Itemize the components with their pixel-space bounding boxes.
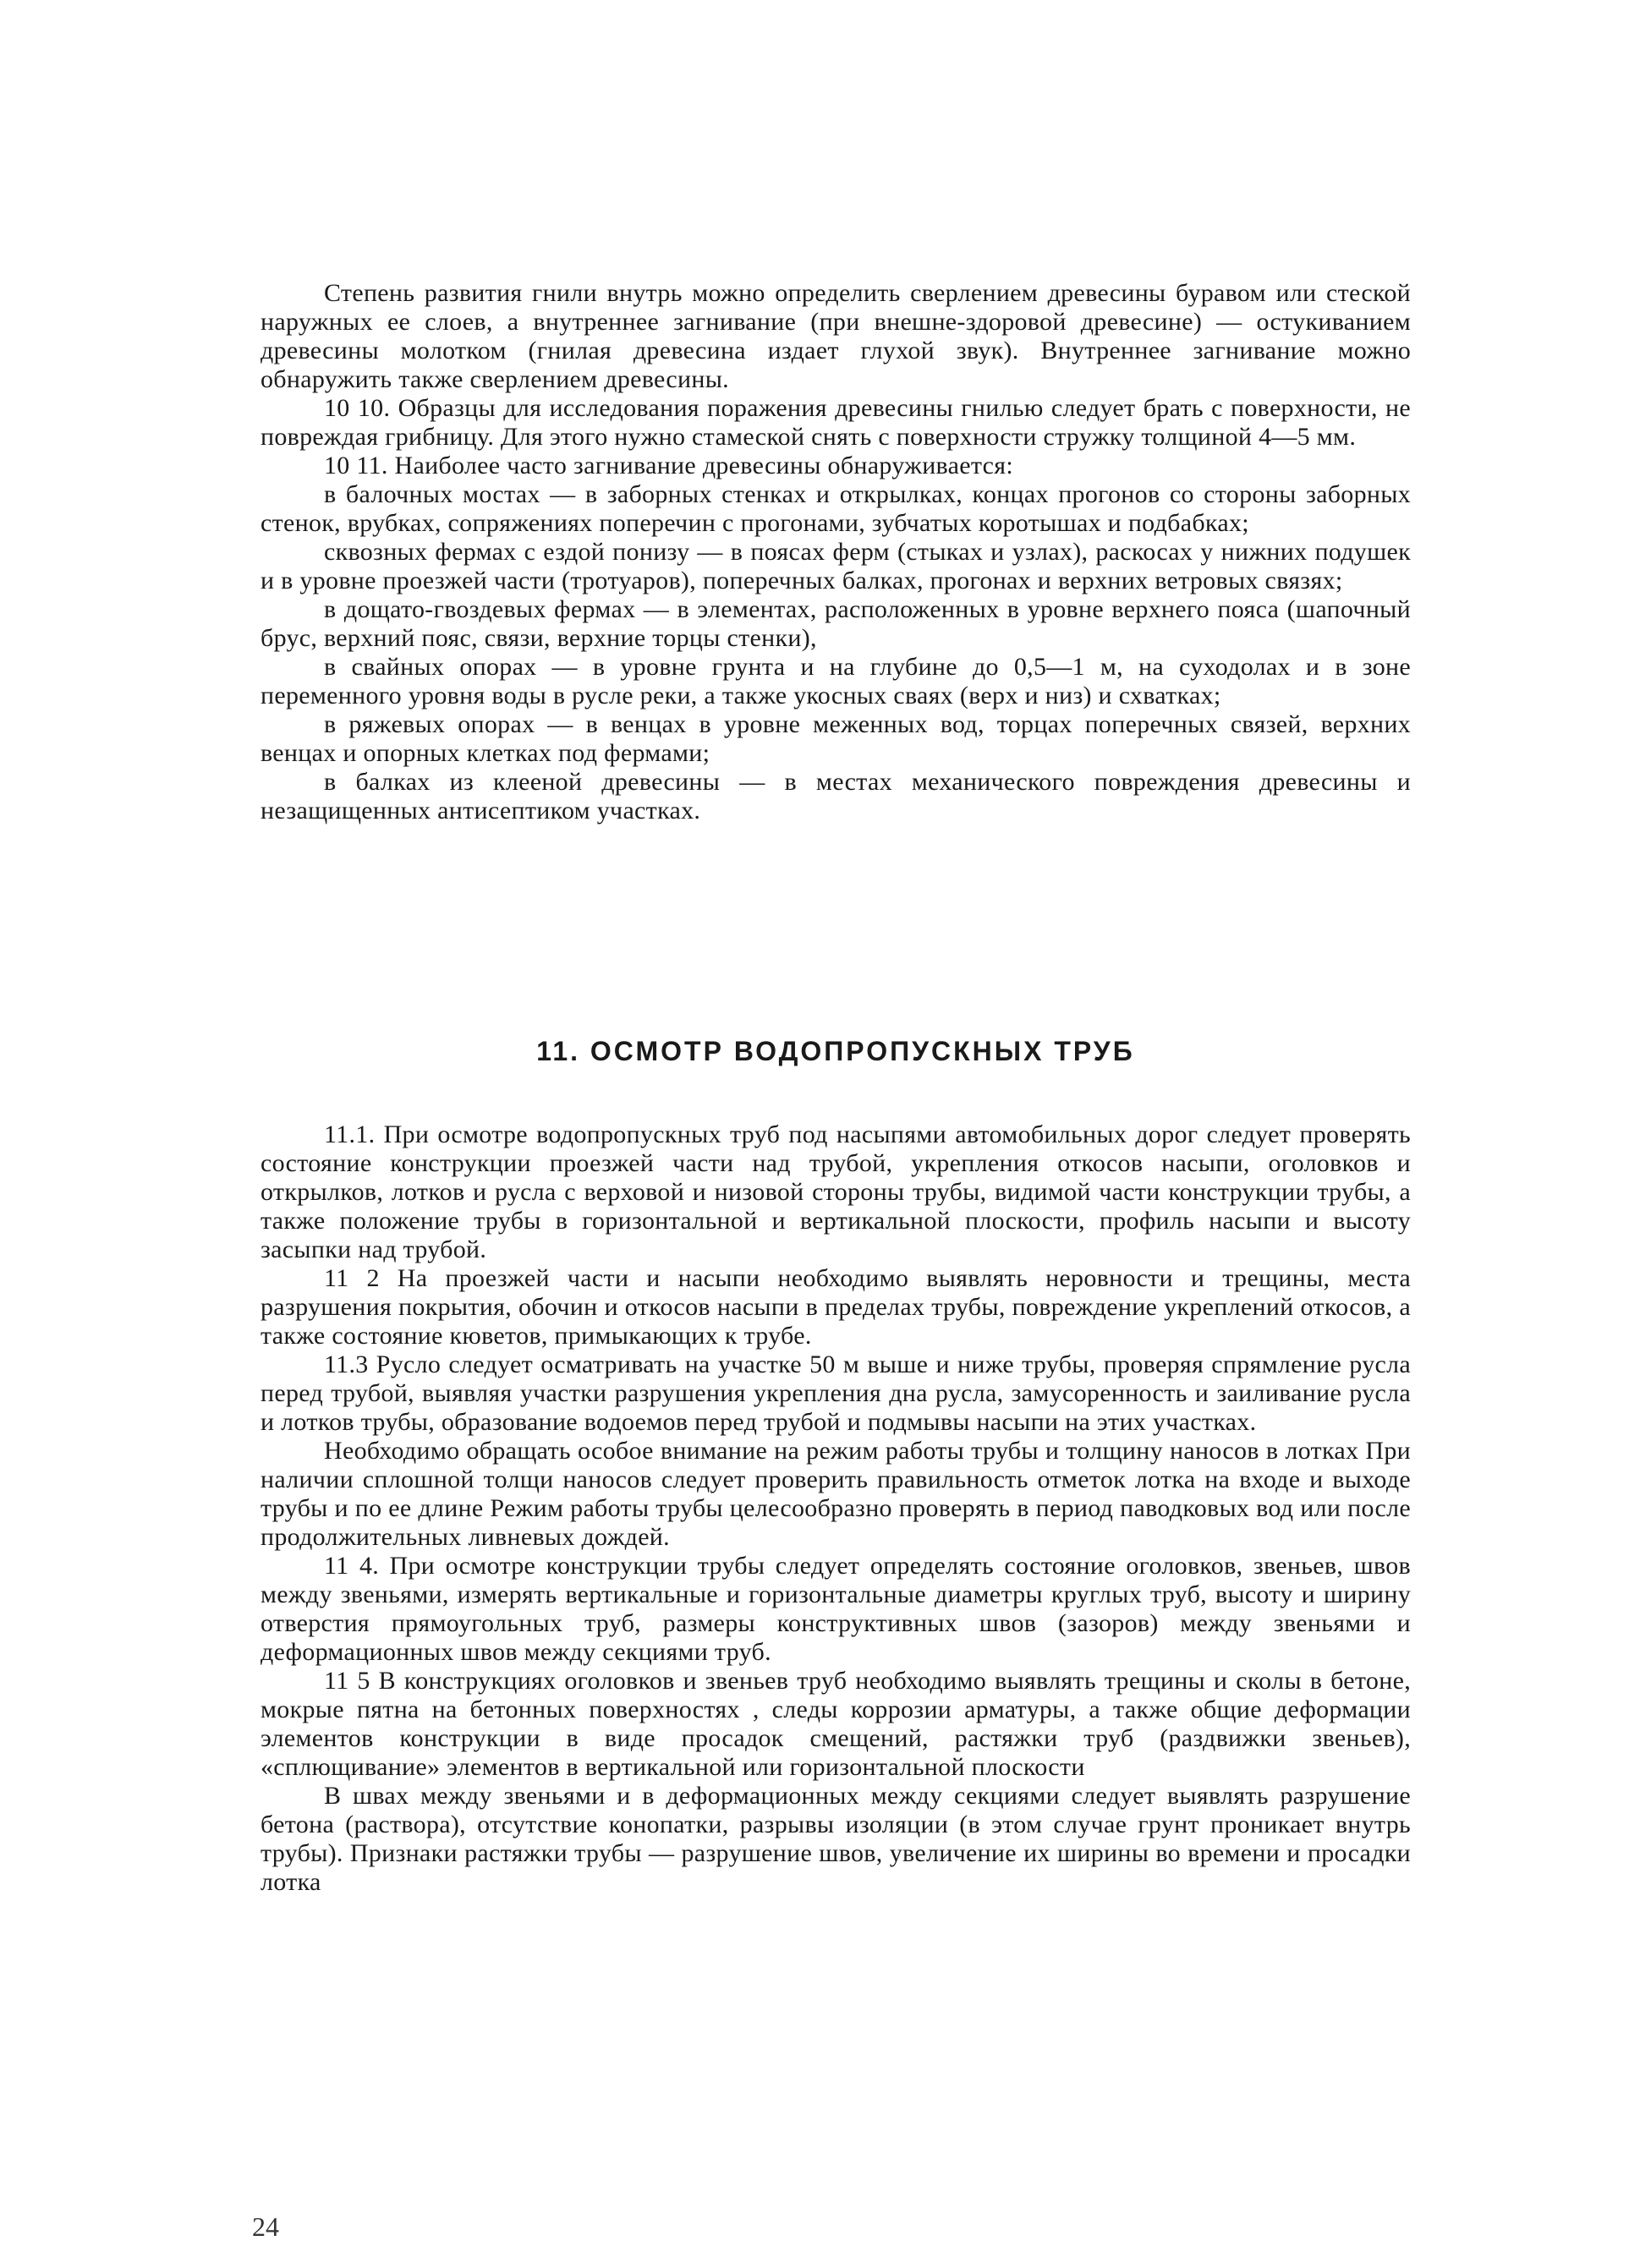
paragraph: 11.1. При осмотре водопропускных труб под насыпями автомобильных дорог следует проверять состояние конструкции проезжей части над трубой, укрепления откосов насыпи, оголовков и открылков, лотков и русла с верховой и низовой стороны трубы, видимой части конструкции трубы, а также положение трубы в горизонтальной и вертикальной плоскости, профиль насыпи и высоту засыпки над трубой.: [261, 1120, 1411, 1263]
paragraph: 11 4. При осмотре конструкции трубы следует определять состояние оголовков, звеньев, швов между звеньями, измерять вертикальные и горизонтальные диаметры круглых труб, высоту и ширину отверстия прямоугольных труб, размеры конструктивных швов (зазоров) между звеньями и деформационных швов между секциями труб.: [261, 1552, 1411, 1666]
section-11-text: [261, 1120, 1411, 1897]
list-item: в свайных опорах — в уровне грунта и на глубине до 0,5—1 м, на суходолах и в зоне переменного уровня воды в русле реки, а также укосных сваях (верх и низ) и схватках;: [261, 653, 1411, 709]
page-number: 24: [252, 2211, 279, 2242]
paragraph: В швах между звеньями и в деформационных между секциями следует выявлять разрушение бетона (раствора), отсутствие конопатки, разрывы изоляции (в этом случае грунт проникает внутрь трубы). Признаки растяжки трубы — разрушение швов, увеличение их ширины во времени и просадки лотка: [261, 1782, 1411, 1896]
list-item: сквозных фермах с ездой понизу — в поясах ферм (стыках и узлах), раскосах у нижних подушек и в уровне проезжей части (тротуаров), поперечных балках, прогонах и верхних ветровых связях;: [261, 538, 1411, 594]
paragraph: 11 2 На проезжей части и насыпи необходимо выявлять неровности и трещины, места разрушения покрытия, обочин и откосов насыпи в пределах трубы, повреждение укреплений откосов, а также состояние кюветов, примыкающих к трубе.: [261, 1264, 1411, 1350]
paragraph: 10 11. Наиболее часто загнивание древесины обнаруживается:: [324, 452, 1013, 479]
list-item: в балках из клееной древесины — в местах механического повреждения древесины и незащищенных антисептиком участках.: [261, 768, 1411, 824]
paragraph: 11 5 В конструкциях оголовков и звеньев труб необходимо выявлять трещины и сколы в бетоне, мокрые пятна на бетонных поверхностях , следы коррозии арматуры, а также общие деформации элементов конструкции в виде просадок смещений, растяжки труб (раздвижки звеньев), «сплющивание» элементов в вертикальной или горизонтальной плоскости: [261, 1667, 1411, 1781]
section-heading: 11. ОСМОТР ВОДОПРОПУСКНЫХ ТРУБ: [536, 1036, 1135, 1066]
list-item: в балочных мостах — в заборных стенках и открылках, концах прогонов со стороны заборных стенок, врубках, сопряжениях поперечин с прогонами, зубчатых коротышах и подбабках;: [261, 480, 1411, 537]
list-item: в дощато-гвоздевых фермах — в элементах, расположенных в уровне верхнего пояса (шапочный брус, верхний пояс, связи, верхние торцы стенки),: [261, 595, 1411, 652]
paragraph: 11.3 Русло следует осматривать на участке 50 м выше и ниже трубы, проверяя спрямление русла перед трубой, выявляя участки разрушения укрепления дна русла, замусоренность и заиливание русла и лотков трубы, образование водоемов перед трубой и подмывы насыпи на этих участках.: [261, 1350, 1411, 1436]
section-10-text: [261, 279, 1411, 825]
paragraph: Степень развития гнили внутрь можно определить сверлением древесины буравом или стеской наружных ее слоев, а внутреннее загнивание (при внешне-здоровой древесине) — остукиванием древесины молотком (гнилая древесина издает глухой звук). Внутреннее загнивание можно обнаружить также сверлением древесины.: [261, 279, 1411, 393]
paragraph: 10 10. Образцы для исследования поражения древесины гнилью следует брать с поверхности, не повреждая грибницу. Для этого нужно стамеской снять с поверхности стружку толщиной 4—5 мм.: [261, 394, 1411, 451]
list-item: в ряжевых опорах — в венцах в уровне меженных вод, торцах поперечных связей, верхних венцах и опорных клетках под фермами;: [261, 710, 1411, 767]
paragraph: Необходимо обращать особое внимание на режим работы трубы и толщину наносов в лотках При наличии сплошной толщи наносов следует проверить правильность отметок лотка на входе и выходе трубы и по ее длине Режим работы трубы целесообразно проверять в период паводковых вод или после продолжительных ливневых дождей.: [261, 1437, 1411, 1551]
